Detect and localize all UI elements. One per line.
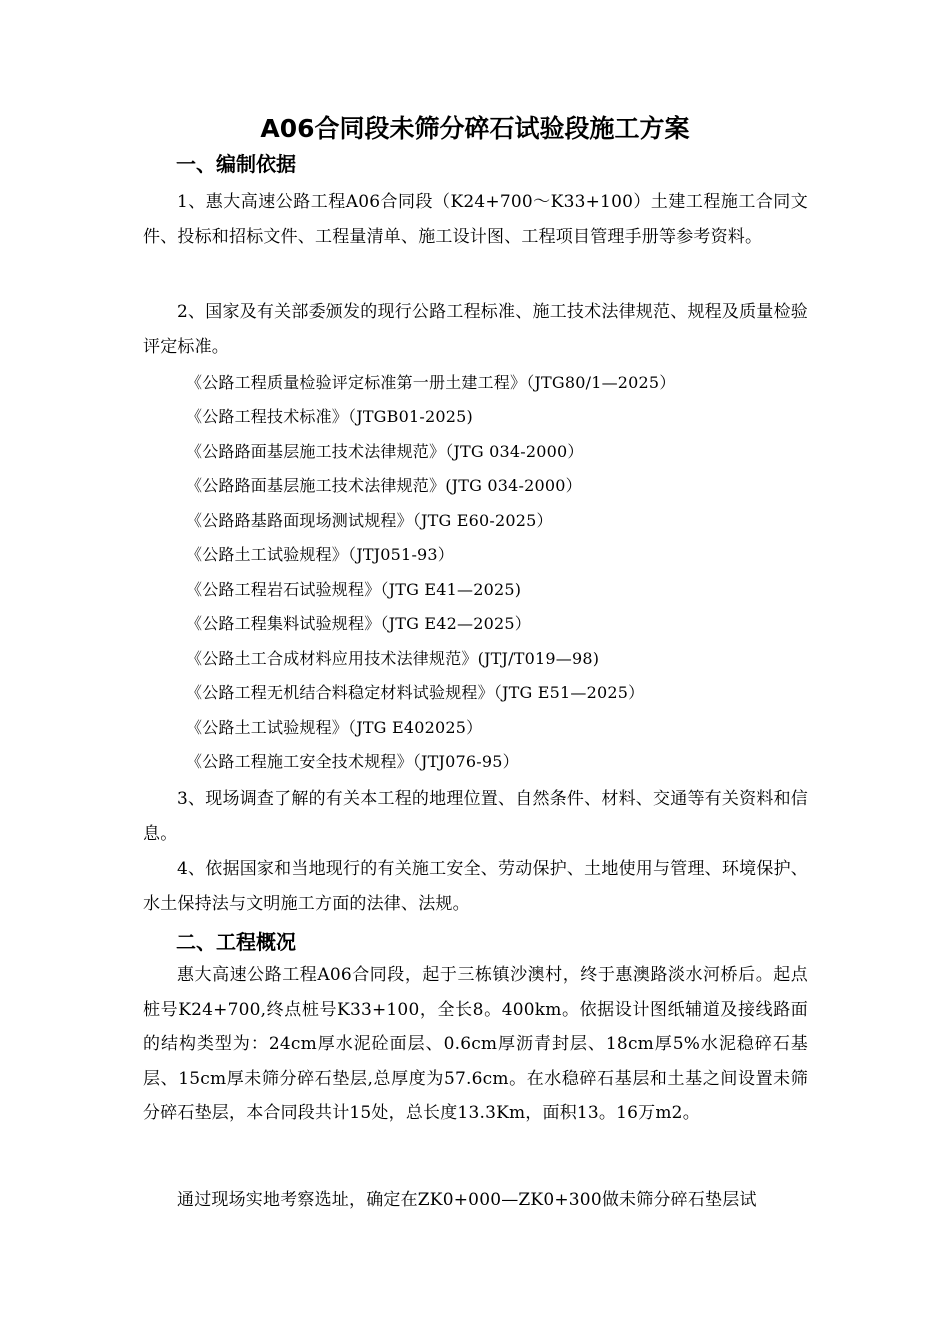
standard-ref: 《公路土工试验规程》（JTG E402025） <box>186 718 483 737</box>
paragraph-basis-1: 1、惠大高速公路工程A06合同段（K24+700～K33+100）土建工程施工合同文件、投标和招标文件、工程量清单、施工设计图、工程项目管理手册等参考资料。 <box>143 192 808 247</box>
standard-ref: 《公路土工合成材料应用技术法律规范》(JTJ/T019—98) <box>186 649 600 668</box>
standard-ref: 《公路工程无机结合料稳定材料试验规程》（JTG E51—2025） <box>186 683 645 702</box>
standard-ref: 《公路工程集料试验规程》（JTG E42—2025） <box>186 614 531 633</box>
document-title: A06合同段未筛分碎石试验段施工方案 <box>260 114 690 143</box>
paragraph-basis-2: 2、国家及有关部委颁发的现行公路工程标准、施工技术法律规范、规程及质量检验评定标准。 <box>143 302 808 357</box>
paragraph-overview-2: 通过现场实地考察选址，确定在ZK0+000—ZK0+300做未筛分碎石垫层试 <box>177 1190 757 1210</box>
standard-ref: 《公路工程岩石试验规程》（JTG E41—2025) <box>186 580 522 599</box>
paragraph-basis-4: 4、依据国家和当地现行的有关施工安全、劳动保护、土地使用与管理、环境保护、水土保持法与文明施工方面的法律、法规。 <box>143 859 808 914</box>
standard-ref: 《公路路基路面现场测试规程》（JTG E60-2025） <box>186 511 553 530</box>
section-heading-overview: 二、工程概况 <box>176 930 296 954</box>
standard-ref: 《公路工程技术标准》（JTGB01-2025) <box>186 407 473 426</box>
paragraph-overview-1: 惠大高速公路工程A06合同段，起于三栋镇沙澳村，终于惠澳路淡水河桥后。起点桩号K24+700,终点桩号K33+100，全长8。400km。依据设计图纸辅道及接线路面的结构类型为：24cm厚水泥砼面层、0.6cm厚沥青封层、18cm厚5%水泥稳碎石基层、15cm厚未筛分碎石垫层,总厚度为57.6cm。在水稳碎石基层和土基之间设置未筛分碎石垫层，本合同段共计15处，总长度13.3Km，面积13。16万m2。 <box>143 965 808 1123</box>
standard-ref: 《公路工程施工安全技术规程》（JTJ076-95） <box>186 752 519 771</box>
paragraph-basis-3: 3、现场调查了解的有关本工程的地理位置、自然条件、材料、交通等有关资料和信息。 <box>143 789 808 844</box>
standard-ref: 《公路路面基层施工技术法律规范》（JTG 034-2000） <box>186 442 584 461</box>
section-heading-basis: 一、编制依据 <box>176 152 296 176</box>
standard-ref: 《公路路面基层施工技术法律规范》(JTG 034-2000） <box>186 476 582 495</box>
standard-ref: 《公路土工试验规程》（JTJ051-93） <box>186 545 455 564</box>
standard-ref: 《公路工程质量检验评定标准第一册土建工程》（JTG80/1—2025） <box>186 373 676 392</box>
